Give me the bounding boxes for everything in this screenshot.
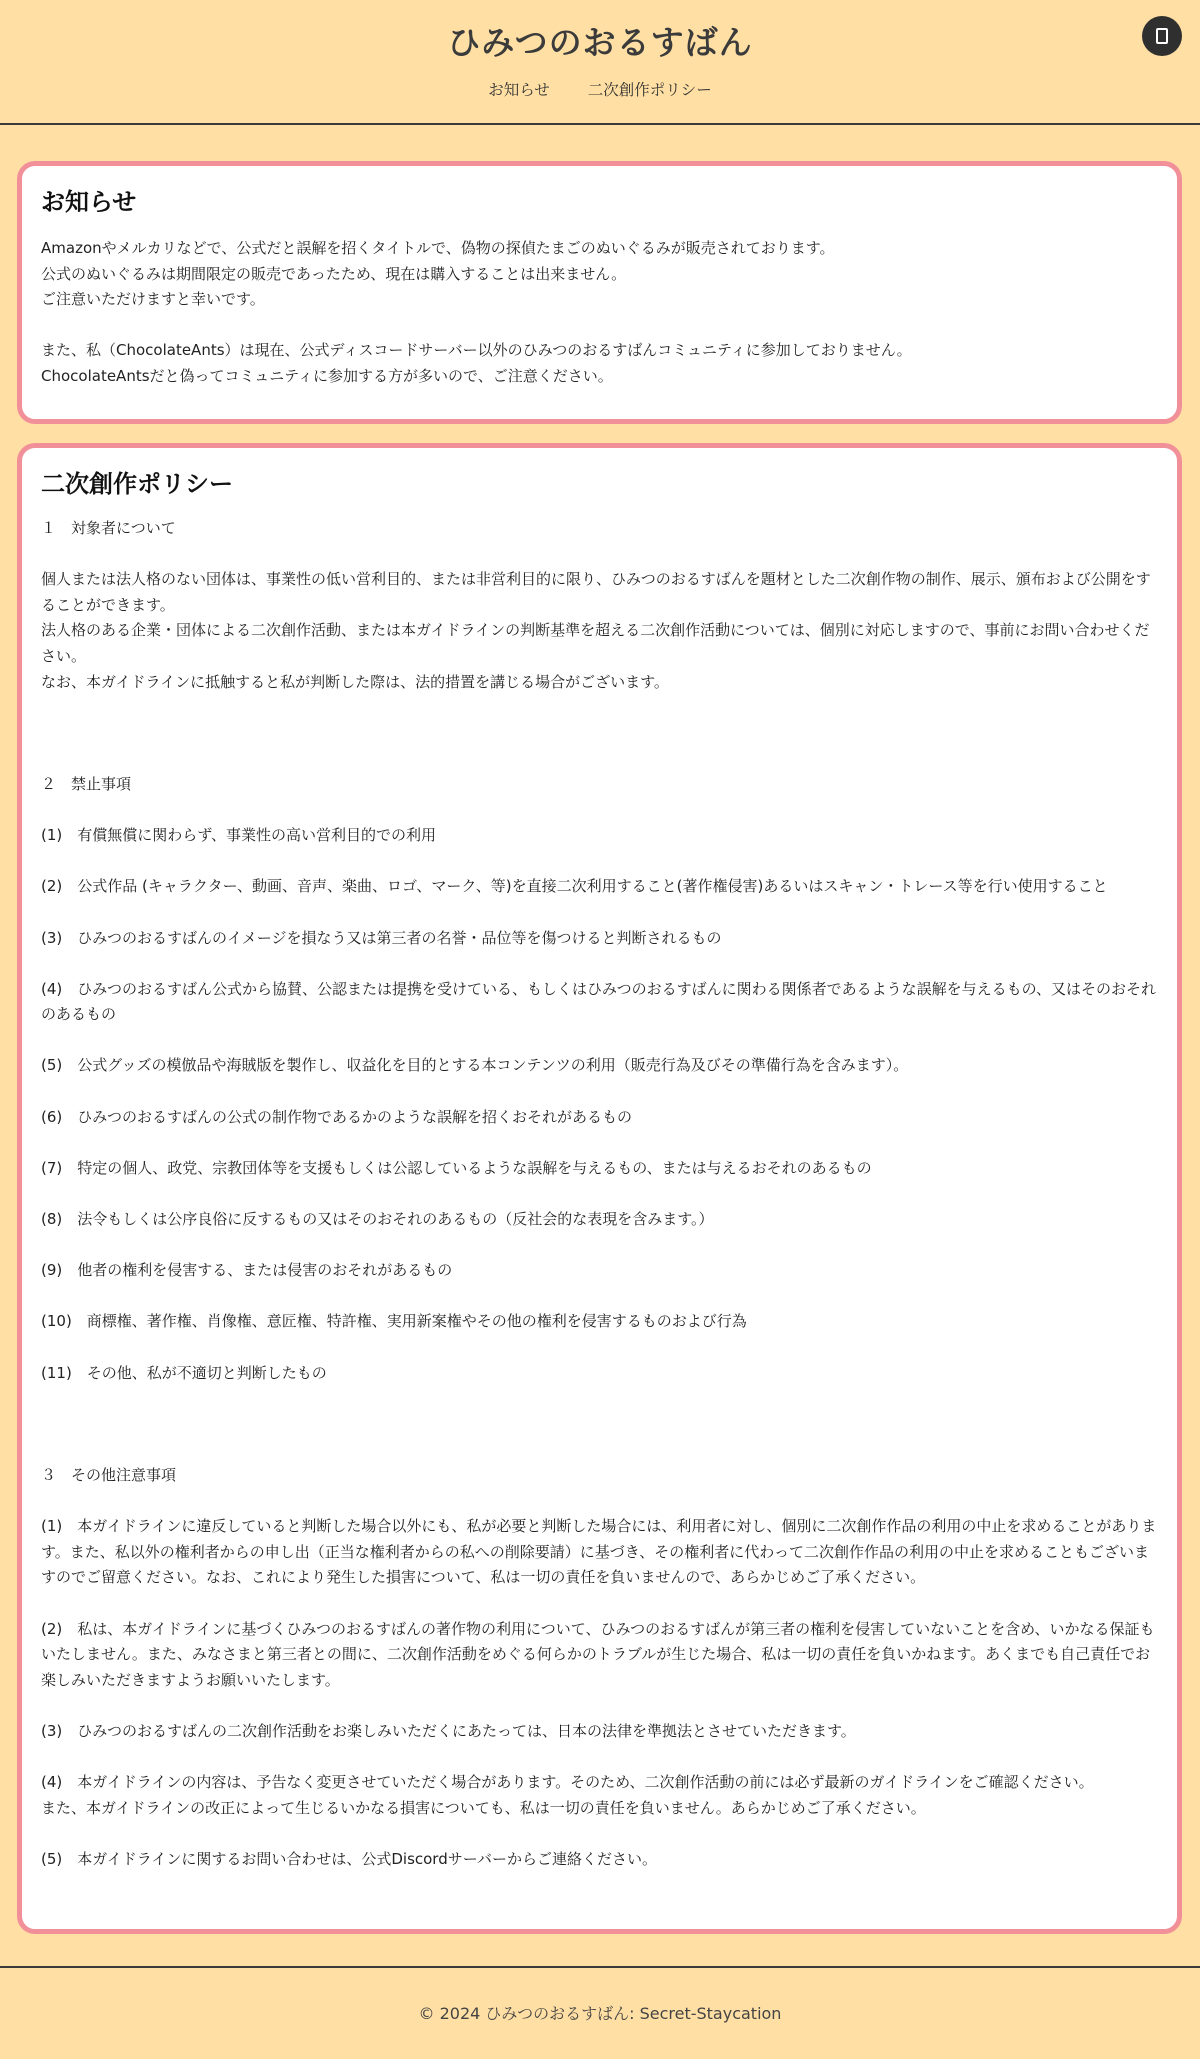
news-heading: お知らせ	[41, 188, 137, 216]
news-body: Amazonやメルカリなどで、公式だと誤解を招くタイトルで、偽物の探偵たまごのぬいぐるみが販売されております。 公式のぬいぐるみは期間限定の販売であったため、現在は購入することは出来ません。 ご注意いただけますと幸いです。 また、私（ChocolateAnts）は現在、公式ディスコードサーバー以外のひみつのおるすばんコミュニティに参加しておりません。 ChocolateAntsだと偽ってコミュニティに参加する方が多いので、ご注意ください。	[41, 239, 912, 385]
footer-copyright: © 2024 ひみつのおるすばん: Secret-Staycation	[418, 2004, 782, 2023]
site-header	[0, 0, 1200, 125]
policy-heading: 二次創作ポリシー	[41, 470, 233, 498]
nav-link-news[interactable]: お知らせ	[488, 81, 550, 99]
site-title: ひみつのおるすばん	[447, 23, 753, 62]
theme-toggle-button[interactable]	[1142, 16, 1182, 56]
nav-link-policy[interactable]: 二次創作ポリシー	[587, 81, 712, 99]
site-footer	[0, 1966, 1200, 2059]
policy-body: １ 対象者について 個人または法人格のない団体は、事業性の低い営利目的、または非営利目的に限り、ひみつのおるすばんを題材とした二次創作物の制作、展示、頒布および公開をすることができます。 法人格のある企業・団体による二次創作活動、または本ガイドラインの判断基準を超える二次創作活動については、個別に対応しますので、事前にお問い合わせください。 なお、本ガイドラインに抵触すると私が判断した際は、法的措置を講じる場合がございます。 ２ 禁止事項 (1) 有償無償に関わらず、事業性の高い営利目的での利用 (2) 公式作品 (キャラクター、動画、音声、楽曲、ロゴ、マーク、等)を直接二次利用すること(著作権侵害)あるいはスキャン・トレース等を行い使用すること (3) ひみつのおるすばんのイメージを損なう又は第三者の名誉・品位等を傷つけると判断されるもの (4) ひみつのおるすばん公式から協賛、公認または提携を受けている、もしくはひみつのおるすばんに関わる関係者であるような誤解を与えるもの、又はそのおそれのあるもの (5) 公式グッズの模倣品や海賊版を製作し、収益化を目的とする本コンテンツの利用（販売行為及びその準備行為を含みます）。 (6) ひみつのおるすばんの公式の制作物であるかのような誤解を招くおそれがあるもの (7) 特定の個人、政党、宗教団体等を支援もしくは公認しているような誤解を与えるもの、または与えるおそれのあるもの (8) 法令もしくは公序良俗に反するもの又はそのおそれのあるもの（反社会的な表現を含みます。） (9) 他者の権利を侵害する、または侵害のおそれがあるもの (10) 商標権、著作権、肖像権、意匠権、特許権、実用新案権やその他の権利を侵害するものおよび行為 (11) その他、私が不適切と判断したもの ３ その他注意事項 (1) 本ガイドラインに違反していると判断した場合以外にも、私が必要と判断した場合には、利用者に対し、個別に二次創作作品の利用の中止を求めることがあります。また、私以外の権利者からの申し出（正当な権利者からの私への削除要請）に基づき、その権利者に代わって二次創作作品の利用の中止を求めることもございますのでご留意ください。なお、これにより発生した損害について、私は一切の責任を負いませんので、あらかじめご了承ください。 (2) 私は、本ガイドラインに基づくひみつのおるすばんの著作物の利用について、ひみつのおるすばんが第三者の権利を侵害していないことを含め、いかなる保証もいたしません。また、みなさまと第三者との間に、二次創作活動をめぐる何らかのトラブルが生じた場合、私は一切の責任を負いかねます。あくまでも自己責任でお楽しみいただきますようお願いいたします。 (3) ひみつのおるすばんの二次創作活動をお楽しみいただくにあたっては、日本の法律を準拠法とさせていただきます。 (4) 本ガイドラインの内容は、予告なく変更させていただく場合があります。そのため、二次創作活動の前には必ず最新のガイドラインをご確認ください。 また、本ガイドラインの改正によって生じるいかなる損害についても、私は一切の責任を負いません。あらかじめご了承ください。 (5) 本ガイドラインに関するお問い合わせは、公式Discordサーバーからご連絡ください。	[41, 519, 1157, 1868]
main-nav	[0, 78, 1200, 100]
policy-card	[17, 443, 1182, 1934]
news-card	[17, 161, 1182, 424]
moon-icon	[1156, 28, 1168, 44]
